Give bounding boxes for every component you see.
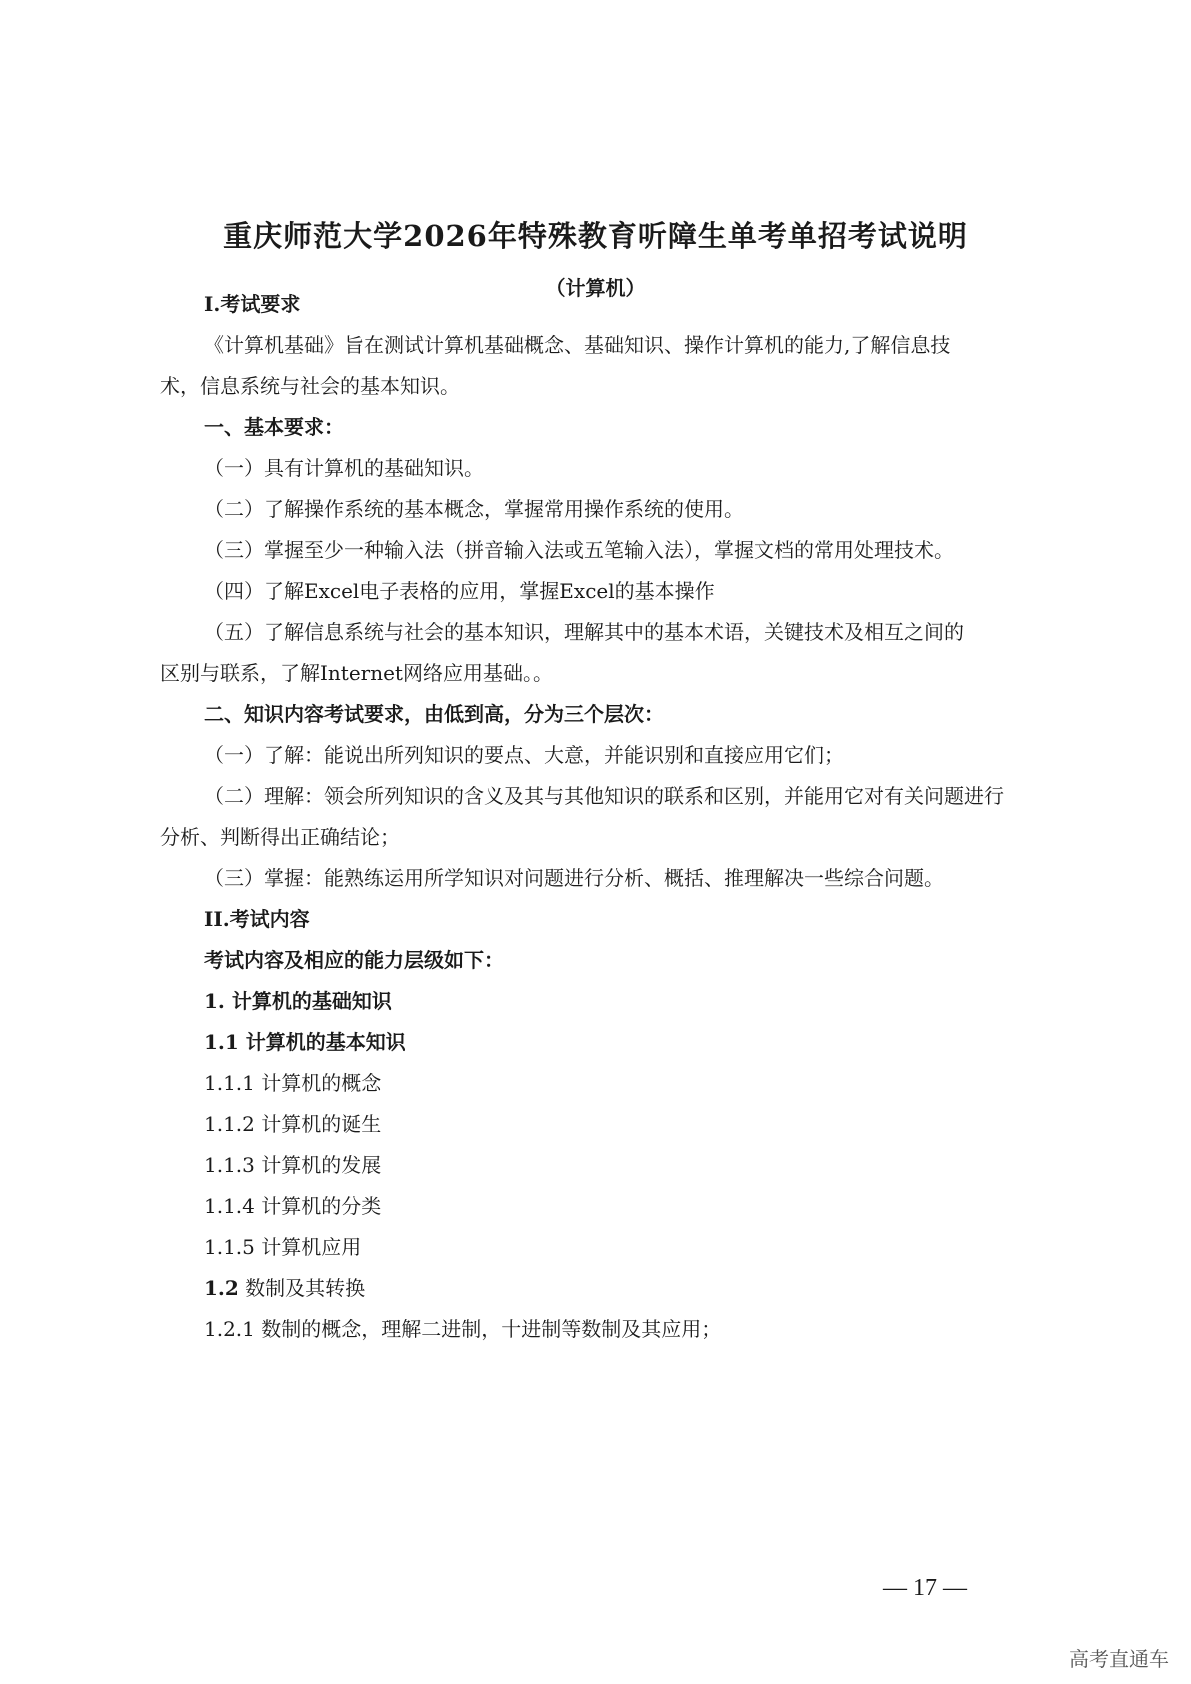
- levels-heading: 二、知识内容考试要求，由低到高，分为三个层次：: [204, 702, 664, 726]
- section-2-intro: 考试内容及相应的能力层级如下：: [204, 948, 504, 972]
- chapter-1-2-label: 数制及其转换: [238, 1276, 366, 1300]
- basic-requirement-item: （三）掌握至少一种输入法（拼音输入法或五笔输入法），掌握文档的常用处理技术。: [204, 538, 954, 562]
- chapter-1-2-heading: [204, 1276, 365, 1300]
- basic-requirement-item: （五）了解信息系统与社会的基本知识，理解其中的基本术语，关键技术及相互之间的: [204, 620, 964, 644]
- chapter-1-1-item: 1.1.5 计算机应用: [204, 1235, 362, 1259]
- basic-requirement-item: （二）了解操作系统的基本概念，掌握常用操作系统的使用。: [204, 497, 744, 521]
- section-1-heading: I.考试要求: [204, 292, 301, 316]
- level-item: （一）了解：能说出所列知识的要点、大意，并能识别和直接应用它们；: [204, 743, 844, 767]
- chapter-1-1-item: 1.1.3 计算机的发展: [204, 1153, 382, 1177]
- basic-requirement-item-continued: 区别与联系，了解Internet网络应用基础。。: [160, 661, 553, 685]
- intro-paragraph-line-2: 术，信息系统与社会的基本知识。: [160, 374, 460, 398]
- document-title: 重庆师范大学2026年特殊教育听障生单考单招考试说明: [223, 219, 968, 253]
- level-item-continued: 分析、判断得出正确结论；: [160, 825, 400, 849]
- watermark: 高考直通车: [1069, 1647, 1169, 1671]
- basic-requirement-item: （一）具有计算机的基础知识。: [204, 456, 484, 480]
- document-subtitle: （计算机）: [545, 276, 646, 300]
- chapter-1-1-item: 1.1.4 计算机的分类: [204, 1194, 382, 1218]
- level-item: （二）理解：领会所列知识的含义及其与其他知识的联系和区别，并能用它对有关问题进行: [204, 784, 1004, 808]
- basic-requirements-heading: 一、基本要求：: [204, 415, 344, 439]
- chapter-1-2-number: 1.2: [204, 1276, 239, 1300]
- chapter-1-1-item: 1.1.1 计算机的概念: [204, 1071, 382, 1095]
- chapter-1-1-item: 1.1.2 计算机的诞生: [204, 1112, 382, 1136]
- basic-requirement-item: （四）了解Excel电子表格的应用，掌握Excel的基本操作: [204, 579, 715, 603]
- chapter-1-1-heading: 1.1 计算机的基本知识: [204, 1030, 406, 1054]
- chapter-1-heading: 1. 计算机的基础知识: [204, 989, 392, 1013]
- intro-paragraph-line-1: 《计算机基础》旨在测试计算机基础概念、基础知识、操作计算机的能力,了解信息技: [204, 333, 951, 357]
- chapter-1-2-1-item: 1.2.1 数制的概念，理解二进制，十进制等数制及其应用；: [204, 1317, 722, 1341]
- level-item: （三）掌握：能熟练运用所学知识对问题进行分析、概括、推理解决一些综合问题。: [204, 866, 944, 890]
- page-number: — 17 —: [883, 1575, 967, 1601]
- section-2-heading: II.考试内容: [204, 907, 310, 931]
